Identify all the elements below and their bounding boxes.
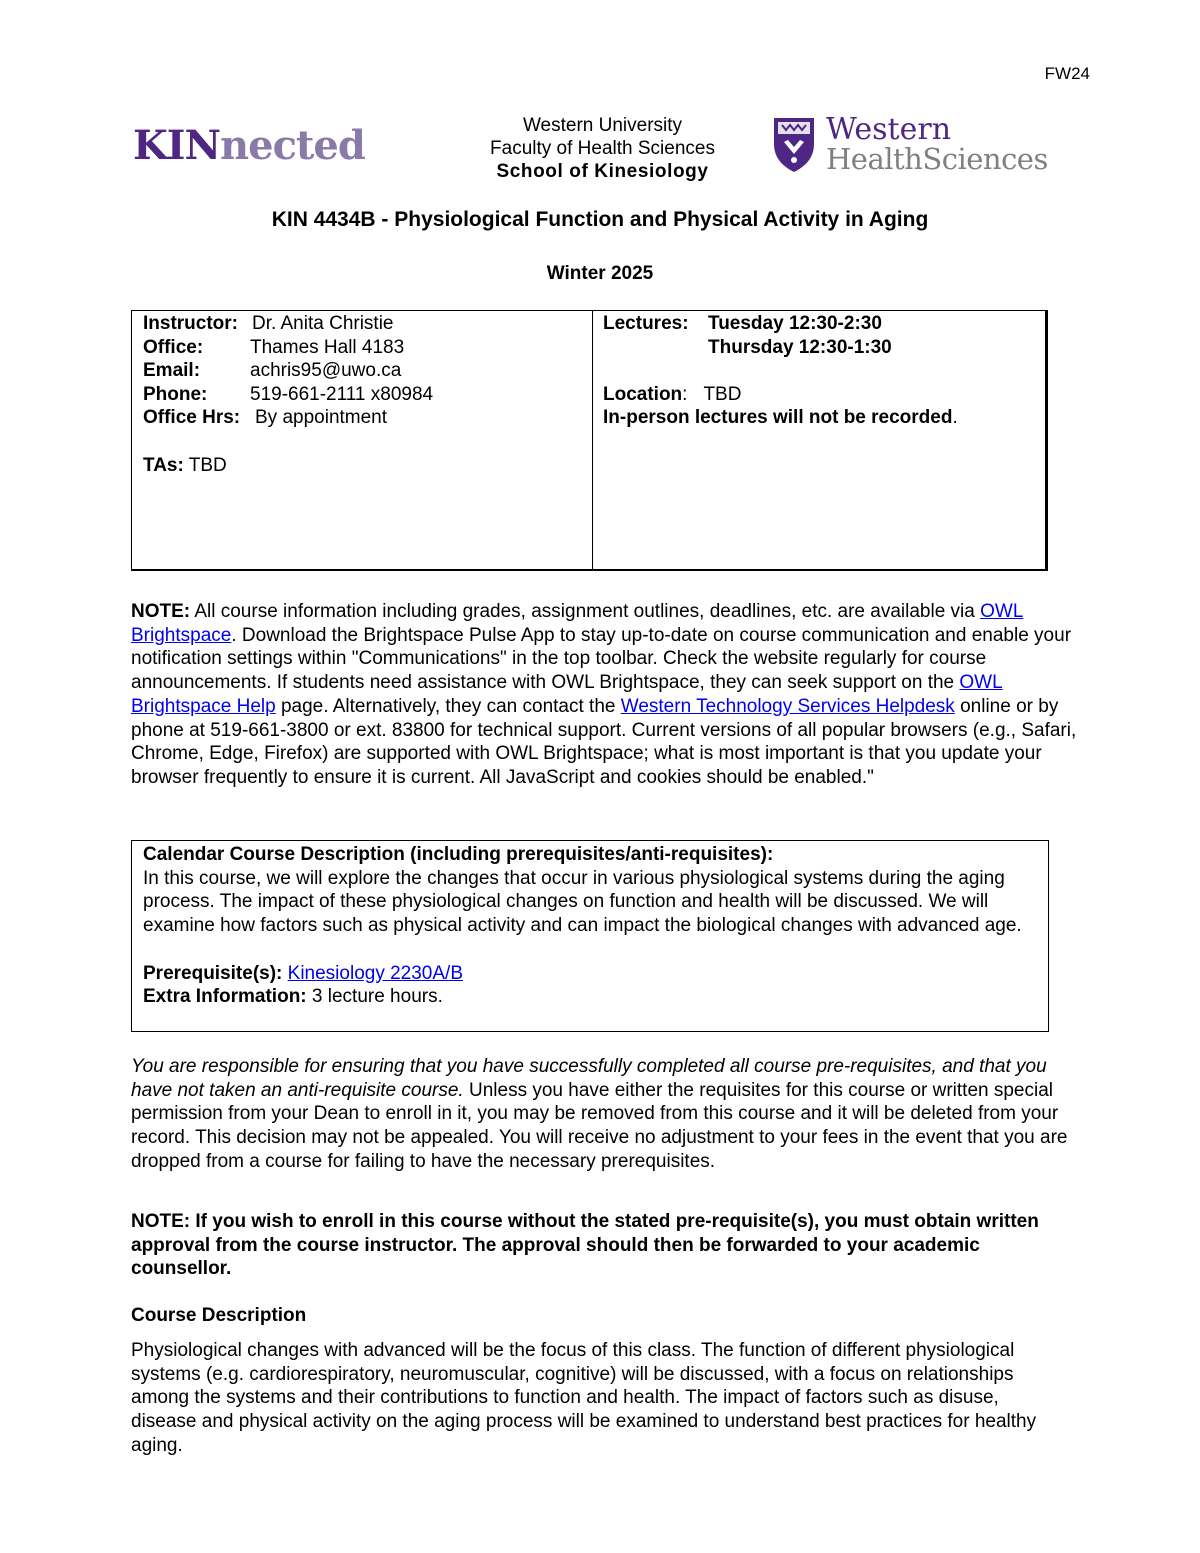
course-term: Winter 2025 [546,263,654,284]
location-colon: : [682,383,688,405]
office-value: Thames Hall 4183 [250,336,405,358]
lecture-tuesday: Tuesday 12:30-2:30 [708,313,882,334]
prerequisite-line [143,962,1037,986]
phone-label: Phone: [143,383,208,405]
location-line [603,383,741,407]
faculty-name: Faculty of Health Sciences [490,138,715,159]
note-enrollment: NOTE: If you wish to enroll in this course without the stated pre-requisite(s), you must obtain written approval from the course instructor. The approval should then be forwarded to your academic counsellor. [131,1211,1039,1280]
course-description-heading: Course Description [131,1305,307,1326]
instructor-label: Instructor: [143,313,238,334]
email-label: Email: [143,360,201,381]
whs-logo-healthsciences: HealthSciences [826,142,1048,176]
office-hours-value: By appointment [255,407,388,428]
university-name: Western University [522,115,683,136]
lectures-label: Lectures: [603,313,689,334]
prerequisite-link[interactable]: Kinesiology 2230A/B [287,962,463,984]
instructor-value: Dr. Anita Christie [252,313,394,334]
recording-note-period: . [952,407,958,428]
note-text-3: page. Alternatively, they can contact the [275,695,621,717]
table-divider [592,311,593,569]
kinnected-logo-nected: nected [220,122,365,169]
email-value: achris95@uwo.ca [250,360,402,381]
location-value: TBD [703,383,742,405]
responsibility-italic: You are responsible for ensuring that you have successfully completed all course pre-requisites, and that you have not taken an anti-requisite course. [131,1056,1047,1101]
kinnected-logo-kin: KIN [133,122,221,169]
owl-brightspace-help-link[interactable]: OWL Brightspace Help [131,672,1003,717]
tas-label: TAs: [143,455,184,476]
tas-value: TBD [188,455,227,476]
office-label: Office: [143,336,204,358]
calendar-description-box [131,840,1049,1032]
extra-info-label: Extra Information: [143,986,307,1008]
institution-block [470,114,735,183]
note-text-2: . Download the Brightspace Pulse App to stay up-to-date on course communication and enable your notification settings within "Communications" in the top toolbar. Check the website regularly for course announcements. If students need assistance with OWL Brightspace, they can seek support on the [131,624,1072,694]
western-health-sciences-logo [770,114,1070,176]
location-label: Location [603,383,683,405]
note-brightspace [131,600,1081,790]
recording-note-text: In-person lectures will not be recorded [603,407,953,428]
note-label: NOTE: [131,601,191,622]
wts-helpdesk-link[interactable]: Western Technology Services Helpdesk [620,695,955,717]
note-text-1: All course information including grades, assignment outlines, deadlines, etc. are available via [190,601,981,622]
prerequisite-responsibility [131,1055,1081,1174]
course-description-body: Physiological changes with advanced will be the focus of this class. The function of different physiological systems (e.g. cardiorespiratory, neuromuscular, cognitive) will be discussed, with a focus on relationships among the systems and their contributions to function and health. The impact of factors such as disuse, disease and physical activity on the aging process will be examined to understand best practices for healthy aging. [131,1340,1037,1456]
lecture-thursday: Thursday 12:30-1:30 [708,336,892,358]
calendar-heading: Calendar Course Description (including prerequisites/anti-requisites): [143,844,774,865]
school-name: School of Kinesiology [496,161,709,182]
western-crest-icon [770,114,818,174]
phone-value: 519-661-2111 x80984 [250,383,434,405]
course-title: KIN 4434B - Physiological Function and Physical Activity in Aging [271,208,929,231]
note-text-4: online or by phone at 519-661-3800 or ext. 83800 for technical support. Current versions of all popular browsers (e.g., Safari, Chrome, Edge, Firefox) are supported with OWL Brightspace; what is most important is that you update your browser frequently to ensure it is current. All JavaScript and cookies should be enabled." [131,695,1077,788]
responsibility-text: Unless you have either the requisites for this course or written special permission from your Dean to enroll in it, you may be removed from this course and it will be deleted from your record. This decision may not be appealed. You will receive no adjustment to your fees in the event that you are dropped from a course for failing to have the necessary prerequisites. [131,1079,1068,1172]
office-hours-label: Office Hrs: [143,407,241,428]
whs-logo-western: Western [826,112,952,147]
document-code: FW24 [1044,64,1090,83]
tas-line [143,454,227,478]
recording-note [603,406,958,430]
extra-info-line [143,985,1037,1009]
extra-info-value: 3 lecture hours. [306,986,443,1008]
kinnected-logo [133,122,365,169]
course-info-table [131,310,1048,571]
calendar-body: In this course, we will explore the changes that occur in various physiological systems during the aging process. The impact of these physiological changes on function and health will be discussed. We will examine how factors such as physical activity and can impact the biological changes with advanced age. [143,867,1022,937]
prerequisite-label: Prerequisite(s): [143,962,283,984]
owl-brightspace-link[interactable]: OWL Brightspace [131,601,1024,646]
